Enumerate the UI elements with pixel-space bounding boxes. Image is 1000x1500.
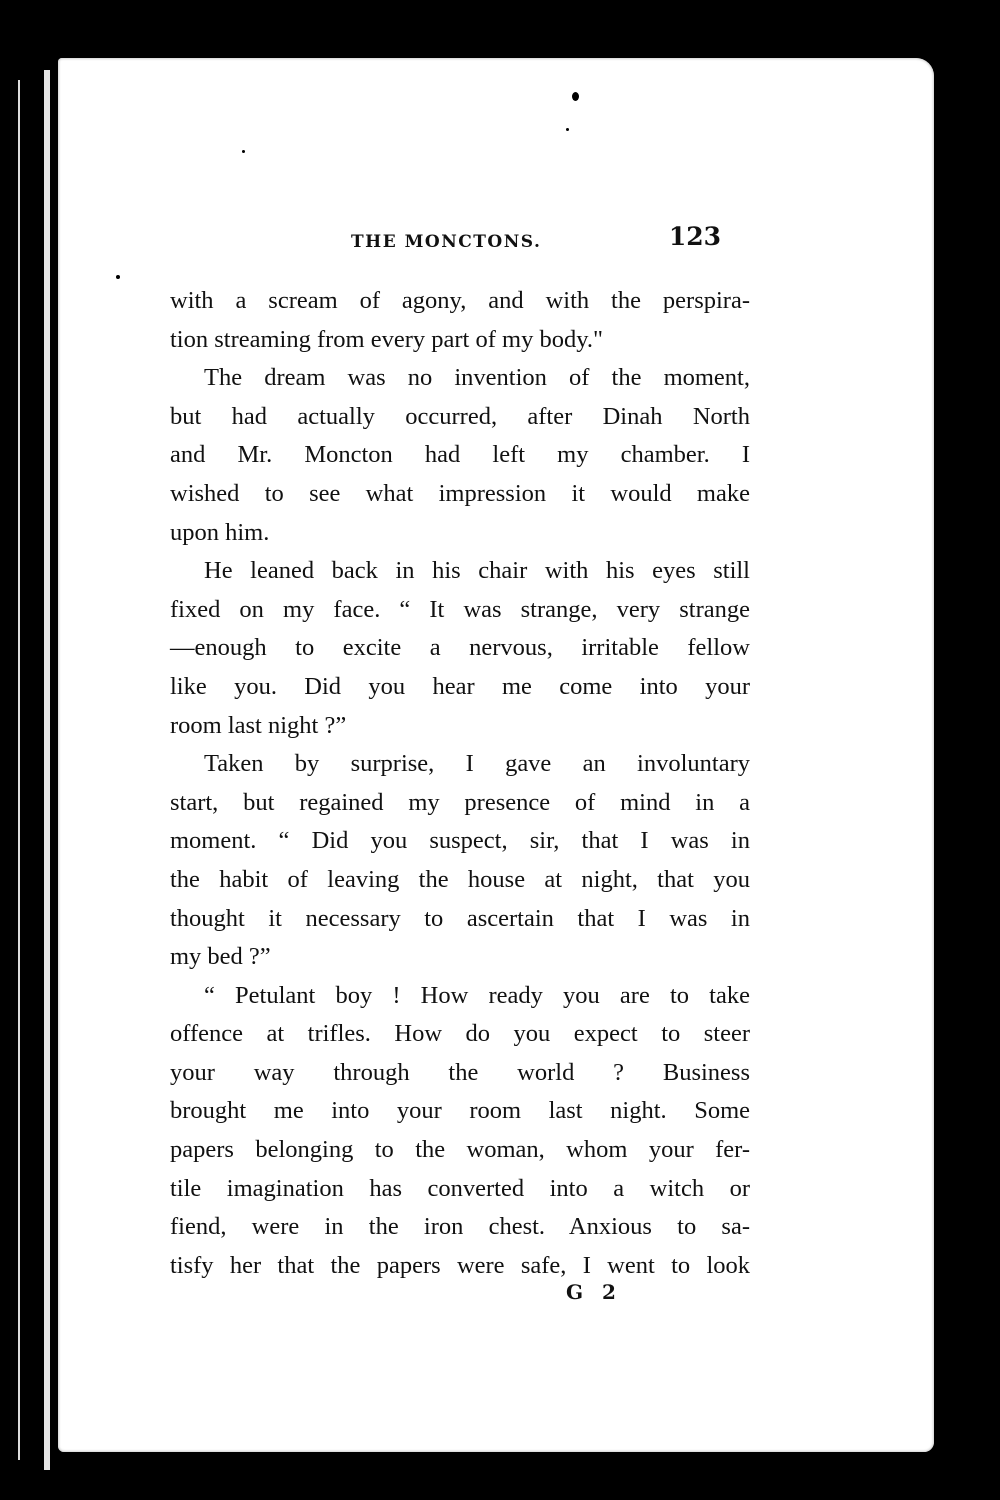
- page-number: 123: [668, 222, 721, 251]
- text-line: The dream was no invention of the moment,: [204, 364, 750, 392]
- text-line: your way through the world ? Business: [170, 1058, 750, 1086]
- text-line: fiend, were in the iron chest. Anxious to sa-: [170, 1213, 750, 1241]
- running-head-title: THE MONCTONS.: [351, 232, 542, 252]
- text-line: upon him.: [170, 518, 270, 546]
- text-line: with a scream of agony, and with the perspira-: [170, 287, 750, 314]
- text-line: Taken by surprise, I gave an involuntary: [204, 750, 750, 778]
- binding-edge: [44, 70, 50, 1470]
- text-line: tisfy her that the papers were safe, I went to look: [170, 1251, 750, 1279]
- text-line: the habit of leaving the house at night, that you: [170, 865, 750, 893]
- text-line: offence at trifles. How do you expect to steer: [170, 1020, 750, 1048]
- body-text: [170, 282, 750, 1285]
- text-line: He leaned back in his chair with his eyes still: [204, 557, 750, 585]
- text-line: “ Petulant boy ! How ready you are to take: [204, 981, 750, 1009]
- text-line: room last night ?”: [170, 711, 347, 739]
- text-line: moment. “ Did you suspect, sir, that I was in: [170, 827, 750, 855]
- text-line: and Mr. Moncton had left my chamber. I: [170, 441, 750, 469]
- text-line: tion streaming from every part of my body.": [170, 325, 603, 353]
- text-line: like you. Did you hear me come into your: [170, 672, 750, 700]
- text-line: fixed on my face. “ It was strange, very strange: [170, 595, 750, 623]
- signature-mark: G 2: [566, 1280, 622, 1304]
- text-line: but had actually occurred, after Dinah North: [170, 402, 750, 430]
- binding-gutter: [18, 80, 38, 1460]
- text-line: wished to see what impression it would make: [170, 479, 750, 507]
- text-line: papers belonging to the woman, whom your fer-: [170, 1136, 750, 1164]
- text-line: tile imagination has converted into a witch or: [170, 1174, 750, 1202]
- text-line: thought it necessary to ascertain that I was in: [170, 904, 750, 932]
- ink-speck: [116, 275, 120, 279]
- ink-speck: [242, 150, 245, 153]
- running-head: [173, 222, 733, 262]
- text-line: brought me into your room last night. Some: [170, 1097, 750, 1125]
- ink-speck: [572, 92, 579, 101]
- text-line: my bed ?”: [170, 943, 271, 971]
- text-line: —enough to excite a nervous, irritable fellow: [170, 634, 750, 662]
- text-line: start, but regained my presence of mind in a: [170, 788, 750, 816]
- ink-speck: [566, 128, 569, 131]
